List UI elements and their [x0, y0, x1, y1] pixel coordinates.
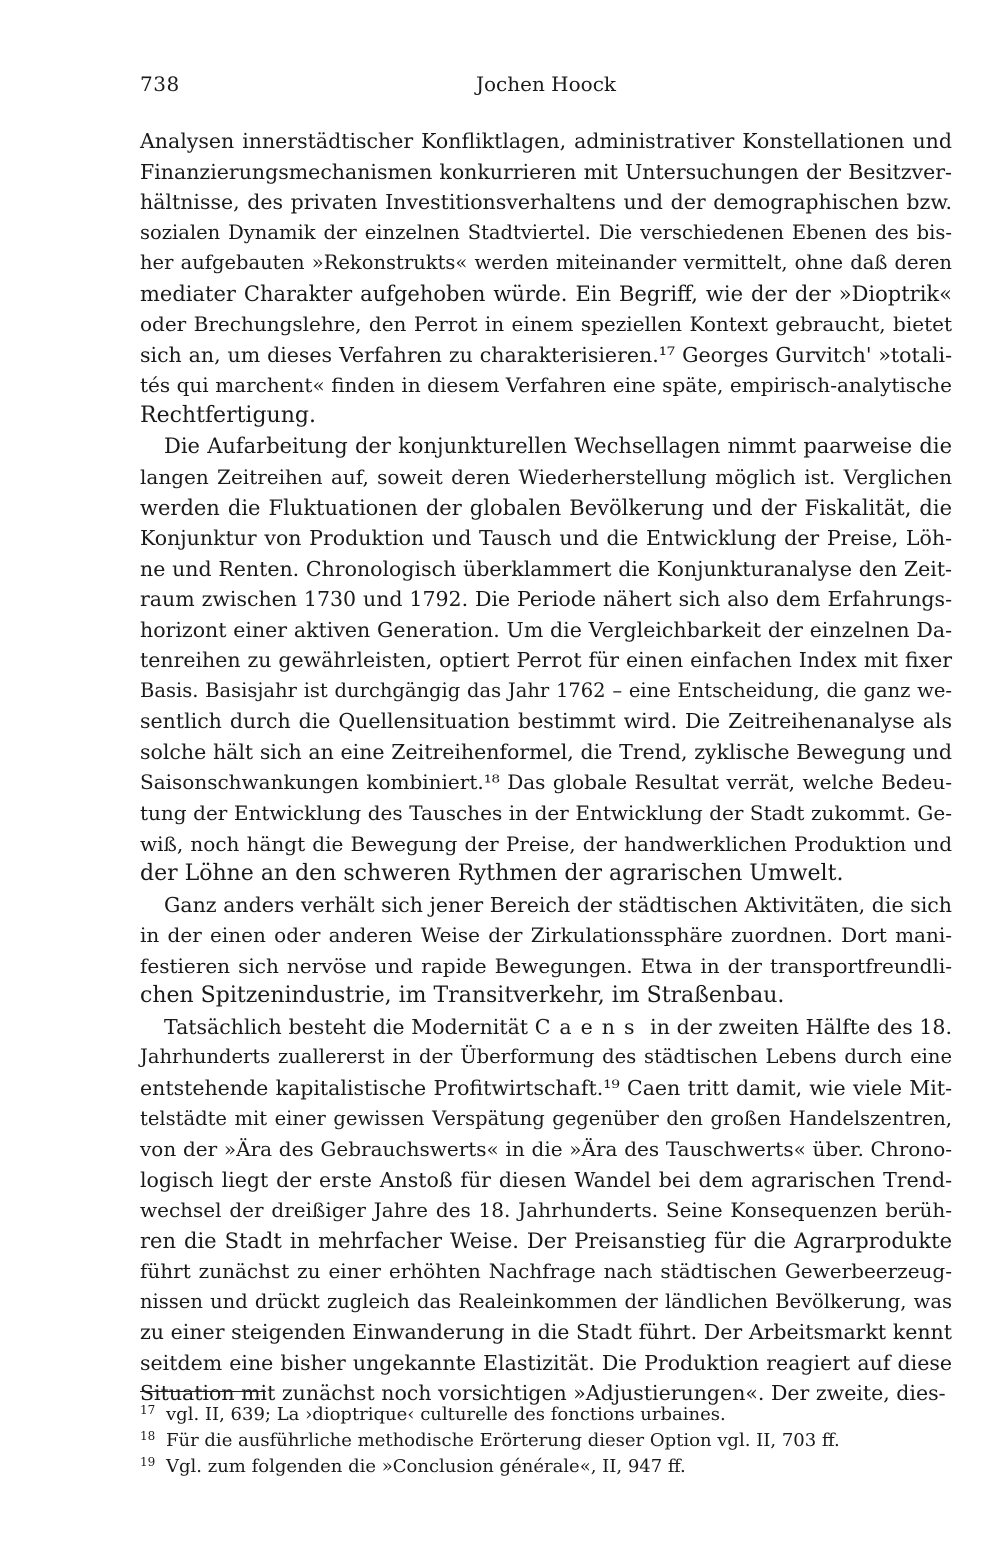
- text-line: Saisonschwankungen kombiniert.¹⁸ Das globale Resultat verrät, welche Bedeu-: [140, 770, 952, 795]
- text-line: wechsel der dreißiger Jahre des 18. Jahrhunderts. Seine Konsequenzen berüh-: [140, 1198, 952, 1223]
- footnote-text: Für die ausführliche methodische Erörterung dieser Option vgl. II, 703 ff.: [166, 1430, 840, 1451]
- paragraph: [140, 1012, 952, 1409]
- text-line: mediater Charakter aufgehoben würde. Ein Begriff, wie der der »Dioptrik«: [140, 281, 952, 306]
- footnote-divider: [140, 1391, 266, 1392]
- text-line: sozialen Dynamik der einzelnen Stadtviertel. Die verschiedenen Ebenen des bis-: [140, 220, 952, 244]
- text-line: nissen und drückt zugleich das Realeinkommen der ländlichen Bevölkerung, was: [140, 1289, 952, 1313]
- text-line: sentlich durch die Quellensituation bestimmt wird. Die Zeitreihenanalyse als: [140, 709, 952, 734]
- text-line: Finanzierungsmechanismen konkurrieren mit Untersuchungen der Besitzver-: [140, 159, 952, 184]
- paragraph: [140, 890, 952, 1012]
- text-line: tung der Entwicklung des Tausches in der Entwicklung der Stadt zukommt. Ge-: [140, 801, 952, 826]
- paragraph: [140, 431, 952, 889]
- text-line: telstädte mit einer gewissen Verspätung gegenüber den großen Handelszentren,: [140, 1106, 952, 1130]
- text-line: oder Brechungslehre, den Perrot in einem speziellen Kontext gebraucht, bietet: [140, 312, 952, 337]
- footnote: 17 vgl. II, 639; La ›dioptrique‹ culturelle des fonctions urbaines.: [140, 1403, 726, 1425]
- text-line: solche hält sich an eine Zeitreihenformel, die Trend, zyklische Bewegung und: [140, 739, 952, 764]
- text-line: her aufgebauten »Rekonstrukts« werden miteinander vermittelt, ohne daß deren: [140, 251, 952, 275]
- page-number: 738: [140, 72, 180, 96]
- text-line: ne und Renten. Chronologisch überklammert die Konjunkturanalyse den Zeit-: [140, 556, 952, 581]
- paragraph: [140, 126, 952, 431]
- text-line: Tatsächlich besteht die Modernität Caens in der zweiten Hälfte des 18.: [164, 1014, 952, 1039]
- text-line: sich an, um dieses Verfahren zu charakterisieren.¹⁷ Georges Gurvitch' »totali-: [140, 342, 952, 367]
- text-line: werden die Fluktuationen der globalen Bevölkerung und der Fiskalität, die: [140, 495, 952, 520]
- text-line: von der »Ära des Gebrauchswerts« in die »Ära des Tauschwerts« über. Chrono-: [140, 1137, 952, 1162]
- text-line: raum zwischen 1730 und 1792. Die Periode nähert sich also dem Erfahrungs-: [140, 587, 952, 612]
- footnote-text: Vgl. zum folgenden die »Conclusion générale«, II, 947 ff.: [166, 1456, 686, 1477]
- emphasized-word: Caens: [534, 1014, 644, 1039]
- text-line: tés qui marchent« finden in diesem Verfahren eine späte, empirisch-analytische: [140, 373, 952, 398]
- text-line: festieren sich nervöse und rapide Bewegungen. Etwa in der transportfreundli-: [140, 953, 952, 978]
- text-line: Basis. Basisjahr ist durchgängig das Jahr 1762 – eine Entscheidung, die ganz we-: [140, 678, 952, 702]
- text-line: ren die Stadt in mehrfacher Weise. Der Preisanstieg für die Agrarprodukte: [140, 1228, 952, 1253]
- text-line: Die Aufarbeitung der konjunkturellen Wechsellagen nimmt paarweise die: [164, 434, 952, 459]
- page-header: [140, 72, 952, 106]
- text-line: Rechtfertigung.: [140, 402, 316, 428]
- text-line: in der einen oder anderen Weise der Zirkulationssphäre zuordnen. Dort mani-: [140, 923, 952, 948]
- text-line: horizont einer aktiven Generation. Um die Vergleichbarkeit der einzelnen Da-: [140, 617, 952, 642]
- text-line: Jahrhunderts zuallererst in der Überformung des städtischen Lebens durch eine: [140, 1045, 952, 1069]
- body-text: [140, 126, 952, 1409]
- text-line: logisch liegt der erste Anstoß für diesen Wandel bei dem agrarischen Trend-: [140, 1167, 952, 1192]
- footnote-text: vgl. II, 639; La ›dioptrique‹ culturelle des fonctions urbaines.: [166, 1404, 726, 1425]
- footnotes: [140, 1402, 952, 1480]
- text-line: Situation mit zunächst noch vorsichtigen »Adjustierungen«. Der zweite, dies-: [140, 1381, 946, 1406]
- text-line: Analysen innerstädtischer Konfliktlagen, administrativer Konstellationen und: [140, 129, 952, 153]
- footnote: 18 Für die ausführliche methodische Erörterung dieser Option vgl. II, 703 ff.: [140, 1429, 840, 1451]
- text-line: Konjunktur von Produktion und Tausch und die Entwicklung der Preise, Löh-: [140, 526, 952, 551]
- text-line: Ganz anders verhält sich jener Bereich der städtischen Aktivitäten, die sich: [164, 892, 952, 917]
- text-line: wiß, noch hängt die Bewegung der Preise, der handwerklichen Produktion und: [140, 831, 952, 856]
- text-line: seitdem eine bisher ungekannte Elastizität. Die Produktion reagiert auf diese: [140, 1350, 952, 1375]
- text-line: der Löhne an den schweren Rythmen der agrarischen Umwelt.: [140, 861, 844, 887]
- text-line: führt zunächst zu einer erhöhten Nachfrage nach städtischen Gewerbeerzeug-: [140, 1259, 952, 1284]
- footnote: 19 Vgl. zum folgenden die »Conclusion générale«, II, 947 ff.: [140, 1455, 686, 1477]
- text-line: langen Zeitreihen auf, soweit deren Wiederherstellung möglich ist. Verglichen: [140, 465, 952, 490]
- text-line: entstehende kapitalistische Profitwirtschaft.¹⁹ Caen tritt damit, wie viele Mit-: [140, 1075, 952, 1100]
- text-line: tenreihen zu gewährleisten, optiert Perrot für einen einfachen Index mit fixer: [140, 648, 952, 673]
- text-line: hältnisse, des privaten Investitionsverhaltens und der demographischen bzw.: [140, 190, 952, 215]
- text-line: zu einer steigenden Einwanderung in die Stadt führt. Der Arbeitsmarkt kennt: [140, 1320, 952, 1345]
- running-head: Jochen Hoock: [475, 72, 617, 96]
- text-line: chen Spitzenindustrie, im Transitverkehr, im Straßenbau.: [140, 983, 785, 1009]
